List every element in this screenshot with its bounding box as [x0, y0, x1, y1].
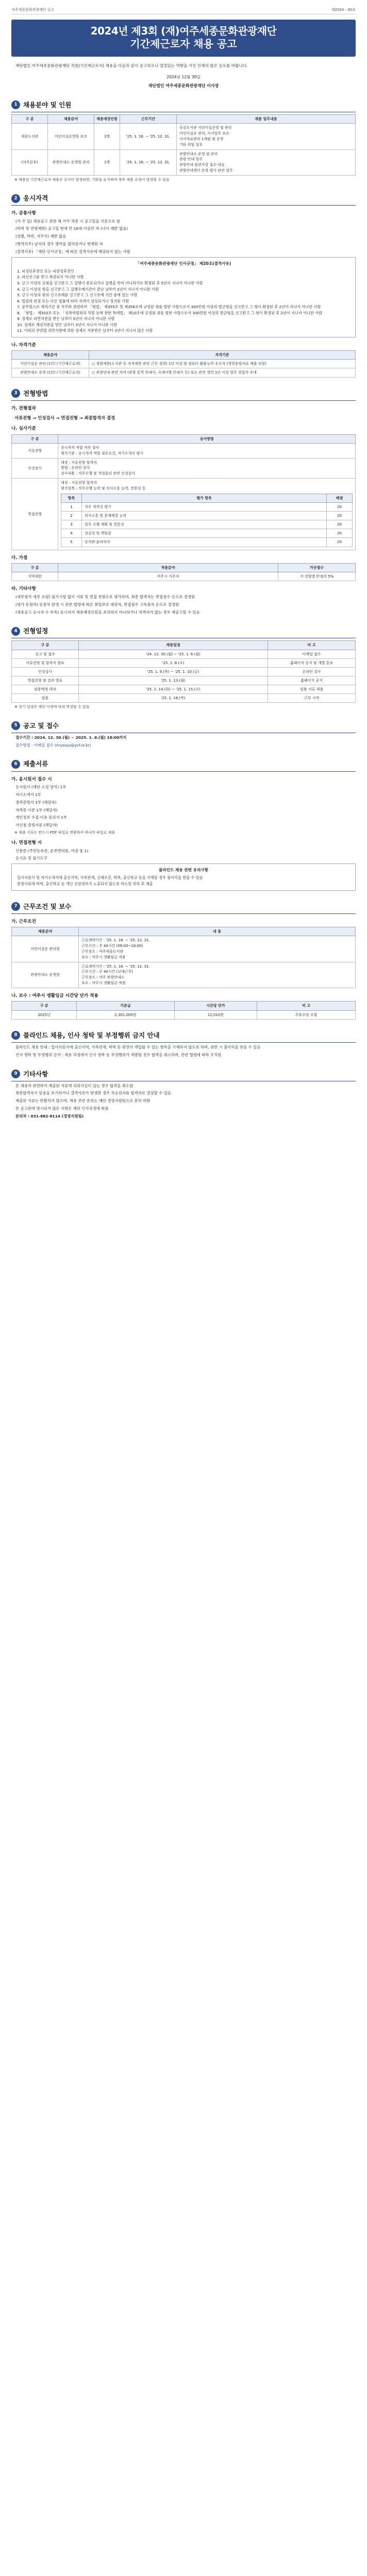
- cell: 20: [327, 512, 353, 520]
- duties-cell: [177, 149, 356, 175]
- title-line2: 기간제근로자 채용 공고: [130, 38, 237, 50]
- subheading: 나. 자격기준: [11, 342, 36, 348]
- cell: 공직관·윤리의식: [82, 538, 327, 547]
- signature: 재단법인 여주세종문화관광재단 이사장: [148, 83, 219, 89]
- cell: 홈페이지 공지 및 개별 통보: [268, 658, 356, 667]
- list-item: (성별, 학력, 지주지) 제한 없음: [15, 234, 66, 239]
- list-item: 4. 금고 이상의 형을 선고받고 그 집행유예기간이 끝난 날부터 2년이 지나지 아니한 사람: [17, 286, 159, 292]
- line: 평가기준 : 응시자격 적합 필요요건, 자기소개서 평가: [61, 451, 143, 455]
- list-item: 6. 법원의 판결 또는 다른 법률에 따라 자격이 상실되거나 정지된 사람: [17, 298, 129, 303]
- conditions-table: [11, 927, 356, 988]
- list-item: 8. 「형법」 제303조 또는 「성폭력범죄의 처벌 등에 관한 특례법」 제10조에 규정된 죄를 범한 사람으로서 300만원 이상의 벌금형을 선고받고 그 형이 확정된 후 2년이 지나지 아니한 사람: [17, 310, 323, 315]
- cell: 업무 수행 계획 및 전문성: [82, 520, 327, 529]
- cell: 공고 및 접수: [12, 650, 79, 658]
- list-item: 가산점 증빙서류 (해당자): [15, 823, 58, 828]
- duty-item: 관광안내센터 운영 평가 관련 업무: [179, 168, 233, 173]
- cell: 직무 적격성 평가: [82, 502, 327, 511]
- section-documents: [11, 759, 356, 890]
- cell: 5: [61, 538, 82, 547]
- cell: 1명: [94, 149, 120, 175]
- notice-date: 2024년 12월 30일: [166, 75, 201, 80]
- cell: 임용예정 대상: [12, 685, 79, 694]
- line: 보수 : 여주시 생활임금 적용: [81, 955, 126, 959]
- list-item: 9. 징계로 파면처분을 받은 날부터 5년이 지나지 아니한 사람: [17, 316, 115, 321]
- line: 근무시간 : 주 40시간 (09:00~18:00): [81, 944, 143, 948]
- schedule-table: [11, 640, 356, 703]
- cell: 지역제한: [12, 572, 58, 581]
- cell: '25. 1. 14.(화) ~ '25. 1. 15.(수): [79, 685, 268, 694]
- section-recruitment: [11, 100, 356, 182]
- process-flow: 서류전형 → 인성검사 → 면접전형 → 최종합격자 결정: [14, 415, 115, 421]
- col-header: 기본급: [77, 1002, 174, 1010]
- cell: 3: [61, 520, 82, 529]
- col-header: 구 분: [12, 564, 58, 572]
- table-row: [12, 658, 356, 667]
- col-header: 시간당 단가: [174, 1002, 257, 1010]
- header-bar: [11, 7, 356, 14]
- table-row: [12, 368, 356, 377]
- table-row: [12, 572, 356, 581]
- section-title: 제출서류: [23, 760, 48, 768]
- cell: 의사소통 및 문제해결 능력: [82, 512, 327, 520]
- table-row: [12, 458, 356, 479]
- line: 평가항목 : 직무수행 능력 및 의사소통 능력, 전문성 등: [61, 486, 146, 490]
- cell: 1: [61, 502, 82, 511]
- list-item: 인사 청탁 및 부정행위 금지 : 채용 과정에서 인사 청탁 등 부정행위가 적발될 경우 합격을 취소하며, 관련 법령에 따라 조치함: [15, 1052, 222, 1057]
- pay-table: [11, 1001, 356, 1019]
- table-row: [12, 694, 356, 703]
- bonus-table: [11, 563, 356, 581]
- list-item: 자기소개서 1부: [15, 792, 41, 797]
- section-title: 응시자격: [23, 194, 48, 202]
- section-note: ※ 채용된 기간제근로자 채용은 공석이 발생하면, 기한을 유지하며 향후 채용 요청이 발생할 수 있음: [14, 177, 170, 182]
- cell: 관광안내소 운영원: [12, 962, 79, 988]
- cell: 관광안내소 운영원 관리: [48, 149, 94, 175]
- table-row: [12, 124, 356, 149]
- list-item: (병역의무) 남자의 경우 병역을 필하였거나 면제된 자: [15, 242, 103, 247]
- list-item: 본 채용과 관련하여 제출된 서류에 허위사실이 있는 경우 합격을 취소함: [15, 1083, 134, 1088]
- list-item: 1. 피성년후견인 또는 피한정후견인: [17, 268, 74, 274]
- section-qualifications: [11, 194, 356, 377]
- cell: 서류전형: [12, 443, 58, 458]
- cell: 주휴수당 포함: [257, 1010, 356, 1019]
- line: 응시자격 적합 여부 심사: [61, 445, 99, 450]
- cell: 근무 시작: [268, 694, 356, 703]
- col-header: 채용일정: [79, 641, 268, 650]
- list-item: 자격증 사본 1부 (해당자): [15, 807, 58, 812]
- section-number: 5: [11, 721, 20, 730]
- evaluation-table: [61, 494, 353, 547]
- col-header: 심사방법: [58, 434, 356, 443]
- list-item: 11. 이외의 관련법 위반사항에 의한 징계로 처분받은 날부터 3년이 지나지 않은 사람: [17, 328, 153, 333]
- subheading: 가. 전형절차: [11, 405, 36, 411]
- cell: '25. 1. 16. ~ '25. 12. 31.: [120, 149, 177, 175]
- subheading: 나. 보수 : 여주시 생활임금 시간당 단가 적용: [11, 993, 98, 998]
- list-item: (결격사유) 「재단 인사규정」에 따른 결격사유에 해당되지 않는 사람: [15, 249, 130, 254]
- table-row: [12, 1010, 356, 1019]
- list-item: 신분증 (주민등록증, 운전면허증, 여권 중 1): [15, 848, 89, 853]
- section-title: 블라인드 채용, 인사 청탁 및 부정행위 금지 안내: [23, 1031, 160, 1039]
- subheading: 가. 근무조건: [11, 919, 36, 924]
- section-number: 9: [11, 1070, 20, 1078]
- list-item: (채용공고 응시자 수 부족) 응시자가 채용예정인원을 초과하지 아니하거나 적격자가 없는 경우 재공고할 수 있음: [15, 609, 200, 615]
- table-row: [12, 962, 356, 988]
- section-misc: [11, 1070, 356, 1120]
- col-header: 구 분: [12, 115, 48, 124]
- table-row: [61, 520, 353, 529]
- col-header: 구 분: [12, 641, 79, 650]
- box-title: 블라인드 채용 관련 유의사항: [159, 868, 208, 873]
- duty-item: 관광안내소 운영 및 관리: [179, 151, 218, 156]
- list-item: 경력증명서 1부 (해당자): [15, 800, 57, 805]
- cell: [58, 479, 356, 550]
- cell: 2025년: [12, 1010, 77, 1019]
- cell: (여주본부): [12, 149, 48, 175]
- list-item: (평가 동점자) 동점자 발생 시 관련 법령에 따른 취업보호 대상자, 면접점수 고득점자 순으로 결정함: [15, 602, 179, 607]
- line: 근무장소 : 여주 관광안내소: [81, 975, 125, 980]
- cell: 온라인 검사: [268, 667, 356, 676]
- recruitment-table: [11, 114, 356, 176]
- section-blind-hiring: [11, 1031, 356, 1058]
- list-item: (세부평가 세부 요령) 필기시험 없이 서류 및 면접 전형으로 평가하며, 최종 합격자는 면접점수 순으로 결정함: [15, 594, 195, 599]
- col-header: 채용분야: [12, 351, 89, 360]
- cell: '25. 1. 16. ~ '25. 12. 31.: [120, 124, 177, 149]
- subheading: 가. 응시원서 접수 시: [11, 776, 52, 782]
- col-header: 채용 업무내용: [177, 115, 356, 124]
- subheading: 가. 공통사항: [11, 211, 36, 216]
- col-header: 채용분야: [48, 115, 94, 124]
- section-title: 근무조건 및 보수: [23, 902, 72, 910]
- table-row: [61, 512, 353, 520]
- section-title: 채용분야 및 인원: [23, 100, 72, 109]
- table-row: [12, 360, 356, 368]
- cell: 면접전형: [12, 479, 58, 550]
- cell: '25. 1. 8.(수): [79, 658, 268, 667]
- table-row: [12, 676, 356, 685]
- email-link[interactable]: 접수방법 : 이메일 접수 (hryeoju@ycf.or.kr): [15, 742, 91, 748]
- cell: [58, 458, 356, 479]
- col-header: 항목: [61, 494, 82, 502]
- cell: 20: [327, 520, 353, 529]
- cell: ○ 정원제한(도서관 등 자격제한 관련 근무 경력) 1년 이상 및 컴퓨터 활용능력 우수자 (경력증빙자료 제출 요망): [89, 360, 356, 368]
- duty-item: 기타 위임 업무: [179, 142, 203, 147]
- section-title: 공고 및 접수: [23, 721, 59, 730]
- list-item: 최종합격자가 임용을 포기하거나 결격사유가 발생한 경우 차순위자를 합격자로 결정할 수 있음: [15, 1091, 171, 1096]
- list-item: 응시표 및 필기도구: [15, 856, 47, 861]
- cell: [58, 443, 356, 458]
- qualification-table: [11, 350, 356, 377]
- section-conditions: [11, 902, 356, 1020]
- section-title: 전형방법: [23, 389, 48, 397]
- subheading: 다. 가점: [11, 555, 28, 561]
- cell: 4: [61, 529, 82, 538]
- list-item: 5. 금고 이상의 형의 선고유예를 선고받고 그 선고유예 기간 중에 있는 사람: [17, 293, 138, 298]
- col-header: 구 분: [12, 434, 58, 443]
- col-header: 가산점수: [278, 564, 356, 572]
- criteria-table: [11, 434, 356, 550]
- table-row: [12, 443, 356, 458]
- cell: 20: [327, 502, 353, 511]
- list-item: 개인정보 수집·이용 동의서 1부: [15, 815, 67, 820]
- cell: 서류전형 및 합격자 발표: [12, 658, 79, 667]
- blind-recruitment-box: [11, 863, 356, 890]
- cell: ○ 관광안내 관련 자격 (관광 통역 안내사, 국내여행 안내사 등) 또는 관련 경력 1년 이상 업무 경험자 우대: [89, 368, 356, 377]
- section-selection: [11, 389, 356, 616]
- subheading: 나. 심사기준: [11, 426, 36, 432]
- section-number: 3: [11, 389, 20, 398]
- cell: '25. 1. 16.(목): [79, 694, 268, 703]
- list-item: 접수기간 : 2024. 12. 30.(월) ~ 2025. 1. 6.(월) 18:00까지: [15, 735, 127, 740]
- cell: 홈페이지 공지: [268, 676, 356, 685]
- cell: 여주시 거주자: [58, 572, 278, 581]
- list-item: 증빙서류에 학력, 출신학교 등 개인 신상정보가 노출되지 않도록 마스킹 처리 후 제출: [17, 881, 153, 886]
- list-item: 3. 금고 이상의 실형을 선고받고 그 집행이 종료되거나 집행을 받지 아니하기로 확정된 후 5년이 지나지 아니한 사람: [17, 281, 203, 285]
- table-row: [12, 685, 356, 694]
- cell: 인성검사: [12, 458, 58, 479]
- cell: 성실성 및 책임감: [82, 529, 327, 538]
- cell: [79, 962, 356, 988]
- cell: '25. 1. 9.(목) ~ '25. 1. 10.(금): [79, 667, 268, 676]
- box-title: 「여주세종문화관광재단 인사규정」 제20조(결격사유): [136, 261, 231, 266]
- section-number: 1: [11, 100, 20, 109]
- table-row: [12, 650, 356, 658]
- title-banner: [11, 20, 356, 57]
- duty-item: 관광 안내 업무: [179, 157, 203, 162]
- duty-item: 관광안내 불편사항 접수·대응: [179, 163, 225, 167]
- section-number: 7: [11, 902, 20, 911]
- org-label: 여주세종문화관광재단 공고: [11, 8, 55, 12]
- cell: 각 전형별 만점의 5%: [278, 572, 356, 581]
- section-schedule: [11, 626, 356, 709]
- cell: 세종도서관: [12, 124, 48, 149]
- table-row: [12, 479, 356, 550]
- table-row: [61, 502, 353, 511]
- table-row: [61, 529, 353, 538]
- list-item: 10. 징계로 해임처분을 받은 날부터 3년이 지나지 아니한 사람: [17, 322, 117, 327]
- line: 근무시간 : 주 40시간 (교대근무): [81, 970, 134, 974]
- duty-item: 사서자료관리 1개팀 및 운영: [179, 137, 224, 141]
- cell: 어린이실운 관리원: [12, 936, 79, 962]
- cell: 1명: [94, 124, 120, 149]
- disqualification-box: [11, 257, 356, 337]
- list-item: 응시원서 (재단 소정 양식) 1부: [15, 784, 66, 789]
- cell: 관광안내소 운영 (1인) (기간제근로자): [12, 368, 89, 377]
- table-row: [61, 538, 353, 547]
- cell: '24. 12. 30.(월) ~ '25. 1. 6.(월): [79, 650, 268, 658]
- cell: 어린이실운영원 보조: [48, 124, 94, 149]
- list-item: (거 주 일) 채용공고 관련 해 거주 직종 시 공고일을 기준으로 함: [15, 218, 120, 224]
- line: 근로계약기간 : '25. 1. 16. ~ '25. 12. 31.: [81, 938, 150, 943]
- cell: 임용 서류 제출: [268, 685, 356, 694]
- col-header: 배점: [327, 494, 353, 502]
- section-title: 기타사항: [23, 1070, 48, 1078]
- table-row: [12, 936, 356, 962]
- col-header: 근무기간: [120, 115, 177, 124]
- line: 근무장소 : 여주세종도서관: [81, 949, 124, 954]
- duty-item: 공공도서관 어린이실운영 및 관리: [179, 126, 232, 130]
- subheading: 나. 면접전형 시: [11, 840, 42, 846]
- cell: [79, 936, 356, 962]
- line: 대상 : 서류전형 합격자: [61, 460, 97, 465]
- line: 검사내용 : 직무수행 및 직업윤리 관련 인성검사: [61, 471, 136, 476]
- list-item: 블라인드 채용 안내 : 입사지원서에 출신지역, 가족관계, 학력 등 편견이 개입될 수 있는 항목을 기재하지 않도록 하며, 위반 시 불이익을 받을 수 있음: [15, 1044, 261, 1049]
- line: 대상 : 서류전형 합격자: [61, 481, 97, 485]
- section-application: [11, 721, 356, 749]
- duties-cell: [177, 124, 356, 149]
- table-row: [12, 667, 356, 676]
- section-title: 전형일정: [23, 627, 48, 635]
- list-item: 제출된 서류는 반환하지 않으며, 채용 관련 문의는 재단 경영지원팀으로 문의 바람: [15, 1098, 151, 1104]
- cell: 어린이실운 관리 (1인) (기간제근로자): [12, 360, 89, 368]
- cell: 20: [327, 529, 353, 538]
- list-item: (학력 및 연령제한) 공고일 현재 만 18세 이상인 자 (나이 제한 없음): [15, 226, 128, 231]
- cell: 20: [327, 538, 353, 547]
- list-item: 본 공고문에 명시되지 않은 사항은 재단 인사규정에 따름: [15, 1106, 109, 1111]
- line: 방법 : 온라인 검사: [61, 466, 90, 470]
- cell: 11,010원: [174, 1010, 257, 1019]
- col-header: 적용분야: [58, 564, 278, 572]
- section-number: 8: [11, 1031, 20, 1040]
- intro-text: 재단법인 여주세종문화관광재단 직원(기간제근로자) 채용을 다음과 같이 공고하오니 열정있는 역량을 가진 인재의 많은 응모를 바랍니다.: [15, 63, 248, 69]
- duty-item: 어린이실운 관리, 사서업무 보조: [179, 131, 229, 135]
- col-header: 비 고: [268, 641, 356, 650]
- section-note: ※ 제출 서류는 반드시 PDF 파일로 변환하여 하나의 파일로 제출: [14, 831, 115, 835]
- line: 근로계약기간 : '25. 1. 16. ~ '25. 12. 31.: [81, 964, 150, 969]
- cell: 2,301,000원: [77, 1010, 174, 1019]
- table-row: [12, 149, 356, 175]
- col-header: 비 고: [257, 1002, 356, 1010]
- col-header: 구 분: [12, 1002, 77, 1010]
- cell: 면접전형 및 결과 발표: [12, 676, 79, 685]
- cell: 인성검사: [12, 667, 79, 676]
- cell: 임용: [12, 694, 79, 703]
- col-header: 채용분야: [12, 927, 79, 936]
- col-header: 내 용: [79, 927, 356, 936]
- cell: '25. 1. 13.(월): [79, 676, 268, 685]
- contact-info: 문의처 : 031-882-8114 (경영지원팀): [15, 1114, 84, 1119]
- list-item: 입사지원서 및 자기소개서에 출신지역, 가족관계, 신체조건, 학력, 출신학교 등을 기재할 경우 불이익을 받을 수 있음: [17, 875, 203, 880]
- notice-number: 제2024 - 00호: [331, 8, 356, 12]
- col-header: 자격기준: [89, 351, 356, 360]
- col-header: 채용예정인원: [94, 115, 120, 124]
- subheading: 라. 기타사항: [11, 586, 36, 592]
- col-header: 평가 항목: [82, 494, 327, 502]
- line: 보수 : 여주시 생활임금 적용: [81, 981, 126, 986]
- cell: 2: [61, 512, 82, 520]
- section-number: 4: [11, 627, 20, 636]
- list-item: 2. 파산선고를 받고 복권되지 아니한 사람: [17, 275, 84, 280]
- section-number: 2: [11, 194, 20, 203]
- section-number: 6: [11, 760, 20, 769]
- section-note: ※ 상기 일정은 재단 사정에 따라 변경될 수 있음: [14, 705, 90, 709]
- list-item: 7. 공무원으로 재직기간 중 직무와 관련하여 「형법」 제355조 및 제356조에 규정된 죄를 범한 사람으로서 300만원 이상의 벌금형을 선고받고 그 형이 확정된 후 2년이 지나지 아니한 사람: [17, 304, 321, 310]
- cell: 이메일 접수: [268, 650, 356, 658]
- title-line1: 2024년 제3회 (재)여주세종문화관광재단: [90, 25, 277, 38]
